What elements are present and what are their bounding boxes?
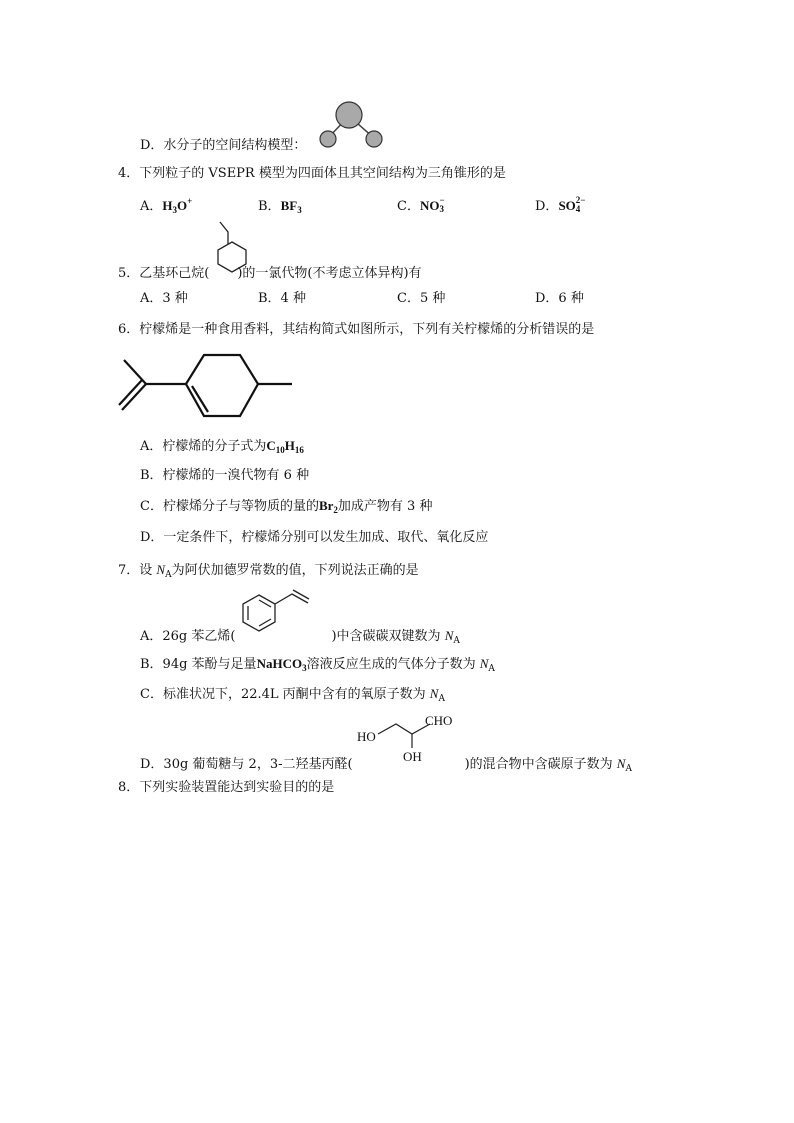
q5-stem-pre: 5．乙基环己烷( bbox=[118, 266, 210, 281]
q5-stem-post: )的一氯代物(不考虑立体异构)有 bbox=[237, 266, 422, 281]
q4-option-c[interactable] bbox=[397, 195, 447, 215]
q7-na: N bbox=[156, 562, 166, 577]
q4-option-b-label: B． bbox=[258, 199, 281, 214]
q4-option-c-formula: NO bbox=[419, 198, 440, 213]
q6-option-a-text: A．柠檬烯的分子式为 bbox=[140, 439, 267, 454]
limonene-structure bbox=[118, 352, 298, 422]
q6-option-c[interactable] bbox=[140, 498, 432, 515]
q4-option-c-sup: − bbox=[439, 195, 445, 205]
oh-label: OH bbox=[403, 749, 422, 764]
q7-option-b[interactable] bbox=[140, 656, 495, 674]
q7-option-c-na: N bbox=[429, 686, 439, 701]
q4-option-a-sub: 3 bbox=[172, 205, 178, 215]
q7-option-b-sub: 3 bbox=[302, 663, 307, 673]
q6-option-a-f2: H bbox=[284, 438, 295, 453]
q4-option-b-formula: BF bbox=[280, 198, 298, 213]
q4-option-c-label: C． bbox=[397, 199, 420, 214]
q6-option-c-pre: C．柠檬烯分子与等物质的量的 bbox=[140, 499, 319, 514]
q4-option-a-rest: O bbox=[177, 198, 188, 213]
q7-option-c-text: C．标准状况下，22.4L 丙酮中含有的氧原子数为 bbox=[140, 687, 430, 702]
q4-option-d-sub: 4 bbox=[575, 204, 581, 214]
q4-option-d-label: D． bbox=[535, 199, 559, 214]
q6-option-c-formula: Br bbox=[318, 498, 334, 513]
q6-option-d[interactable]: D．一定条件下，柠檬烯分别可以发生加成、取代、氧化反应 bbox=[140, 530, 489, 545]
q5-option-b[interactable]: B．4 种 bbox=[258, 291, 306, 306]
ho-label: HO bbox=[357, 729, 376, 744]
q7-stem bbox=[118, 562, 419, 580]
q6-option-b[interactable]: B．柠檬烯的一溴代物有 6 种 bbox=[140, 468, 310, 483]
q4-option-a-label: A． bbox=[140, 199, 163, 214]
q5-stem bbox=[118, 266, 422, 282]
q4-option-d-sup: 2− bbox=[575, 195, 586, 205]
q7-option-a[interactable] bbox=[140, 628, 460, 646]
q7-option-a-post: )中含碳碳双键数为 bbox=[331, 629, 445, 644]
q7-option-b-post: 溶液反应生成的气体分子数为 bbox=[306, 657, 480, 672]
q6-option-c-sub: 2 bbox=[333, 505, 338, 515]
q3-option-d-text: D．水分子的空间结构模型： bbox=[140, 138, 307, 153]
q5-option-a[interactable]: A．3 种 bbox=[140, 291, 188, 306]
q4-option-b-sub: 3 bbox=[297, 205, 302, 215]
q7-stem-post: 为阿伏加德罗常数的值，下列说法正确的是 bbox=[171, 563, 419, 578]
q7-na-sub: A bbox=[165, 570, 172, 580]
q7-option-d-pre: D．30g 葡萄糖与 2，3-二羟基丙醛( bbox=[140, 757, 353, 772]
q7-option-d-na: N bbox=[616, 756, 626, 771]
q7-option-b-na: N bbox=[479, 656, 489, 671]
q4-option-a-formula: H bbox=[162, 198, 173, 213]
q6-option-a-f1: C bbox=[266, 438, 276, 453]
q4-option-d[interactable] bbox=[535, 195, 590, 215]
q6-option-a[interactable] bbox=[140, 438, 304, 455]
q4-option-a-sup: + bbox=[187, 196, 193, 206]
q7-option-b-pre: B．94g 苯酚与足量 bbox=[140, 657, 257, 672]
q7-option-c[interactable] bbox=[140, 686, 445, 704]
q8-stem: 8．下列实验装置能达到实验目的的是 bbox=[118, 780, 335, 795]
q6-option-a-s2: 16 bbox=[294, 445, 304, 455]
q7-option-b-na-sub: A bbox=[488, 664, 495, 674]
q6-stem: 6．柠檬烯是一种食用香料，其结构简式如图所示，下列有关柠檬烯的分析错误的是 bbox=[118, 322, 595, 337]
q3-option-d bbox=[140, 138, 306, 154]
q7-option-d-post: )的混合物中含碳原子数为 bbox=[464, 757, 617, 772]
water-molecule-model bbox=[316, 100, 386, 150]
q7-option-d[interactable] bbox=[140, 756, 632, 774]
q7-option-b-formula: NaHCO bbox=[256, 656, 303, 671]
q4-option-b[interactable] bbox=[258, 198, 302, 215]
q5-option-c[interactable]: C．5 种 bbox=[397, 291, 446, 306]
q6-option-c-post: 加成产物有 3 种 bbox=[337, 499, 433, 514]
q7-option-a-na-sub: A bbox=[453, 636, 460, 646]
q5-option-d[interactable]: D．6 种 bbox=[535, 291, 584, 306]
cho-label: CHO bbox=[425, 713, 453, 728]
q4-option-d-formula: SO bbox=[558, 198, 576, 213]
q4-option-c-sub: 3 bbox=[439, 204, 444, 214]
q7-option-a-pre: A．26g 苯乙烯( bbox=[140, 629, 236, 644]
q7-stem-pre: 7．设 bbox=[118, 563, 157, 578]
q4-option-a[interactable] bbox=[140, 198, 192, 215]
q6-option-a-s1: 10 bbox=[275, 445, 285, 455]
q7-option-a-na: N bbox=[444, 628, 454, 643]
q7-option-d-na-sub: A bbox=[625, 764, 632, 774]
q4-stem: 4．下列粒子的 VSEPR 模型为四面体且其空间结构为三角锥形的是 bbox=[118, 166, 506, 181]
q7-option-c-na-sub: A bbox=[438, 694, 445, 704]
